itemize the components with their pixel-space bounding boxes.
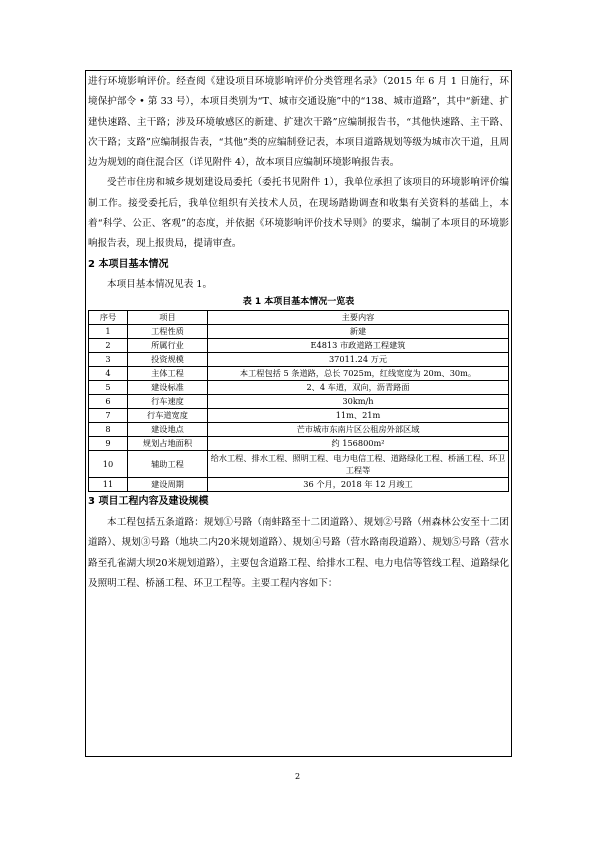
row-item: 建设地点 — [128, 423, 208, 437]
table-row — [89, 367, 509, 381]
row-item: 主体工程 — [128, 367, 208, 381]
table-body — [89, 325, 509, 492]
table-row — [89, 478, 509, 492]
header-item: 项目 — [128, 311, 208, 325]
row-item: 建设标准 — [128, 381, 208, 395]
row-item: 规划占地面积 — [128, 437, 208, 451]
table-row — [89, 423, 509, 437]
row-content: 新建 — [208, 325, 509, 339]
row-index: 6 — [89, 395, 128, 409]
row-item: 建设周期 — [128, 478, 208, 492]
row-index: 4 — [89, 367, 128, 381]
table-row — [89, 325, 509, 339]
table-row — [89, 381, 509, 395]
row-content: 约 156800m² — [208, 437, 509, 451]
row-content: 11m、21m — [208, 409, 509, 423]
row-index: 11 — [89, 478, 128, 492]
table-row — [89, 451, 509, 478]
row-content: 芒市城市东南片区公租房外部区域 — [208, 423, 509, 437]
row-index: 7 — [89, 409, 128, 423]
table-row — [89, 409, 509, 423]
section-2-heading: 2 本项目基本情况 — [88, 258, 169, 270]
row-item: 所属行业 — [128, 339, 208, 353]
row-content: 本工程包括 5 条道路，总长 7025m，红线宽度为 20m、30m。 — [208, 367, 509, 381]
row-content: 36 个月，2018 年 12 月竣工 — [208, 478, 509, 492]
section-2-text: 本项目基本情况见表 1。 — [107, 279, 213, 291]
row-item: 辅助工程 — [128, 451, 208, 478]
table-row — [89, 395, 509, 409]
row-content: 2、4 车道，双向，沥青路面 — [208, 381, 509, 395]
row-index: 1 — [89, 325, 128, 339]
row-item: 工程性质 — [128, 325, 208, 339]
section-3-text: 本工程包括五条道路：规划①号路（南蚌路至十二团道路）、规划②号路（州森林公安至十二团道路）、规划③号路（地块二内20米规划道路）、规划④号路（营水路南段道路）、规划⑤号路（营水路至孔雀湖大坝20米规划道路），主要包含道路工程、给排水工程、电力电信等管线工程、道路绿化及照明工程、桥涵工程、环卫工程等。主要工程内容如下： — [88, 516, 509, 589]
section-3-heading: 3 项目工程内容及建设规模 — [88, 496, 209, 508]
intro-paragraph-1: 进行环境影响评价。经查阅《建设项目环境影响评价分类管理名录》（2015 年 6 月 1 日施行，环境保护部令 • 第 33 号），本项目类别为“T、城市交通设施”中的“138、城市道路”，其中“新建、扩建快速路、主干路；涉及环境敏感区的新建、扩建次干路”应编制报告书，“其他快速路、主干路、次干路；支路”应编制报告表，“其他”类的应编制登记表，本项目道路规划等级为城市次干道，且周边为规划的商住混合区（详见附件 4），故本项目应编制环境影响报告表。 — [88, 76, 509, 169]
row-content: 给水工程、排水工程、照明工程、电力电信工程、道路绿化工程、桥涵工程、环卫工程等 — [208, 451, 509, 478]
page-content — [88, 72, 509, 594]
row-index: 2 — [89, 339, 128, 353]
page-number: 2 — [294, 772, 301, 781]
header-content: 主要内容 — [208, 311, 509, 325]
header-index: 序号 — [89, 311, 128, 325]
row-index: 3 — [89, 353, 128, 367]
row-index: 10 — [89, 451, 128, 478]
row-content: E4813 市政道路工程建筑 — [208, 339, 509, 353]
table-1 — [88, 310, 509, 492]
table-row — [89, 353, 509, 367]
row-content: 37011.24 万元 — [208, 353, 509, 367]
row-index: 5 — [89, 381, 128, 395]
table-row — [89, 437, 509, 451]
table-row — [89, 339, 509, 353]
row-item: 行车道宽度 — [128, 409, 208, 423]
table-1-caption: 表 1 本项目基本情况一览表 — [242, 297, 355, 308]
row-index: 8 — [89, 423, 128, 437]
row-item: 投资规模 — [128, 353, 208, 367]
row-index: 9 — [89, 437, 128, 451]
table-header-row — [89, 311, 509, 325]
intro-paragraph-2: 受芒市住房和城乡规划建设局委托（委托书见附件 1），我单位承担了该项目的环境影响评价编制工作。接受委托后，我单位组织有关技术人员，在现场踏勘调查和收集有关资料的基础上，本着“科学、公正、客观”的态度，并依据《环境影响评价技术导则》的要求，编制了本项目的环境影响报告表，现上报贵局，提请审查。 — [88, 177, 509, 250]
row-content: 30km/h — [208, 395, 509, 409]
row-item: 行车速度 — [128, 395, 208, 409]
